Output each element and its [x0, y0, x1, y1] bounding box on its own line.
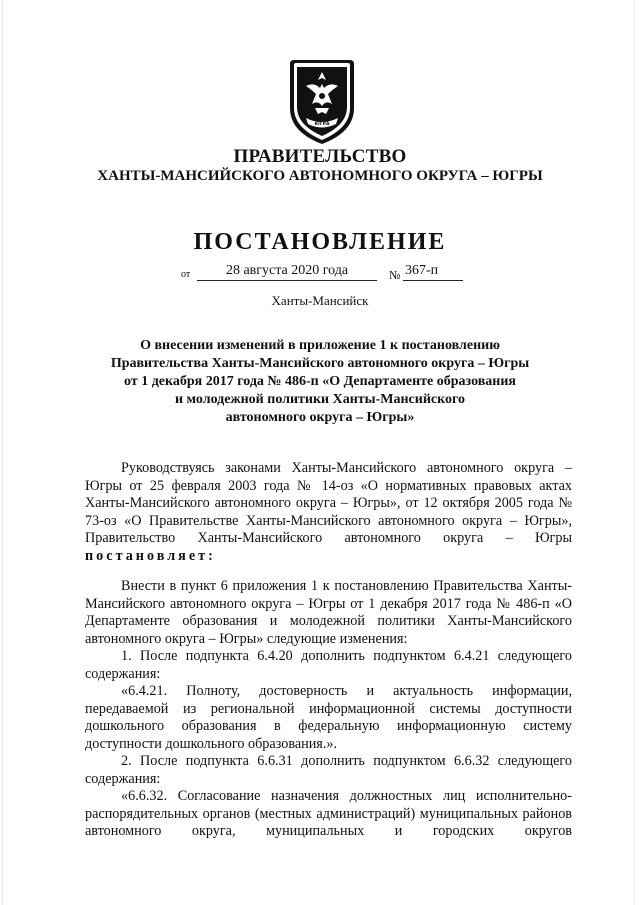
date-number-line	[181, 263, 481, 287]
preamble	[85, 460, 572, 565]
body-intro: Внести в пункт 6 приложения 1 к постановлению Правительства Ханты-Мансийского автономного округа – Югры от 1 декабря 2017 года № 486-п «О Департаменте образования и молодежной политики Ханты-Мансийского автономного округа – Югры» следующие изменения:	[85, 578, 572, 647]
item-2-quote: «6.6.32. Согласование назначения должностных лиц исполнительно-распорядительных органов (местных администраций) муниципальных районов автономного округа, муниципальных и городских округов	[85, 788, 572, 839]
item-1: 1. После подпункта 6.4.20 дополнить подпунктом 6.4.21 следующего содержания:	[85, 648, 572, 682]
document-title	[80, 337, 560, 427]
scan-edge-left	[2, 0, 3, 905]
title-line: и молодежной политики Ханты-Мансийского	[174, 392, 466, 407]
document-type: ПОСТАНОВЛЕНИЕ	[193, 229, 447, 255]
yugra-coat-of-arms-icon	[284, 56, 360, 148]
title-line: автономного округа – Югры»	[225, 410, 415, 425]
title-line: Правительства Ханты-Мансийского автономного округа – Югры	[110, 356, 530, 371]
document-number: 367-п	[403, 263, 463, 281]
title-line: от 1 декабря 2017 года № 486-п «О Департаменте образования	[124, 374, 516, 389]
emblem-ribbon-text: ЮГРА	[314, 122, 330, 127]
city: Ханты-Мансийск	[271, 293, 369, 308]
item-2: 2. После подпункта 6.6.31 дополнить подпунктом 6.6.32 следующего содержания:	[85, 753, 572, 787]
org-name-line2: ХАНТЫ-МАНСИЙСКОГО АВТОНОМНОГО ОКРУГА – ЮГРЫ	[97, 168, 543, 184]
number-sign: №	[389, 268, 401, 282]
item-1-quote: «6.4.21. Полноту, достоверность и актуальность информации, передаваемой из региональной информационной системы доступности дошкольного образования в федеральную информационную систему доступности дошкольного образования.».	[85, 683, 572, 752]
date-prefix: от	[181, 269, 191, 280]
resolves-word: постановляет:	[85, 547, 216, 564]
scan-edge-right	[634, 0, 635, 905]
document-date: 28 августа 2020 года	[197, 263, 377, 281]
title-line: О внесении изменений в приложение 1 к постановлению	[140, 338, 500, 353]
preamble-text: Руководствуясь законами Ханты-Мансийского автономного округа – Югры от 25 февраля 2003 года № 14-оз «О нормативных правовых актах Ханты-Мансийского автономного округа – Югры», от 12 октября 2005 года № 73-оз «О Правительстве Ханты-Мансийского автономного округа – Югры», Правительство Ханты-Мансийского автономного округа – Югры	[85, 460, 572, 546]
org-name-line1: ПРАВИТЕЛЬСТВО	[233, 146, 407, 167]
decree-body	[85, 578, 572, 841]
